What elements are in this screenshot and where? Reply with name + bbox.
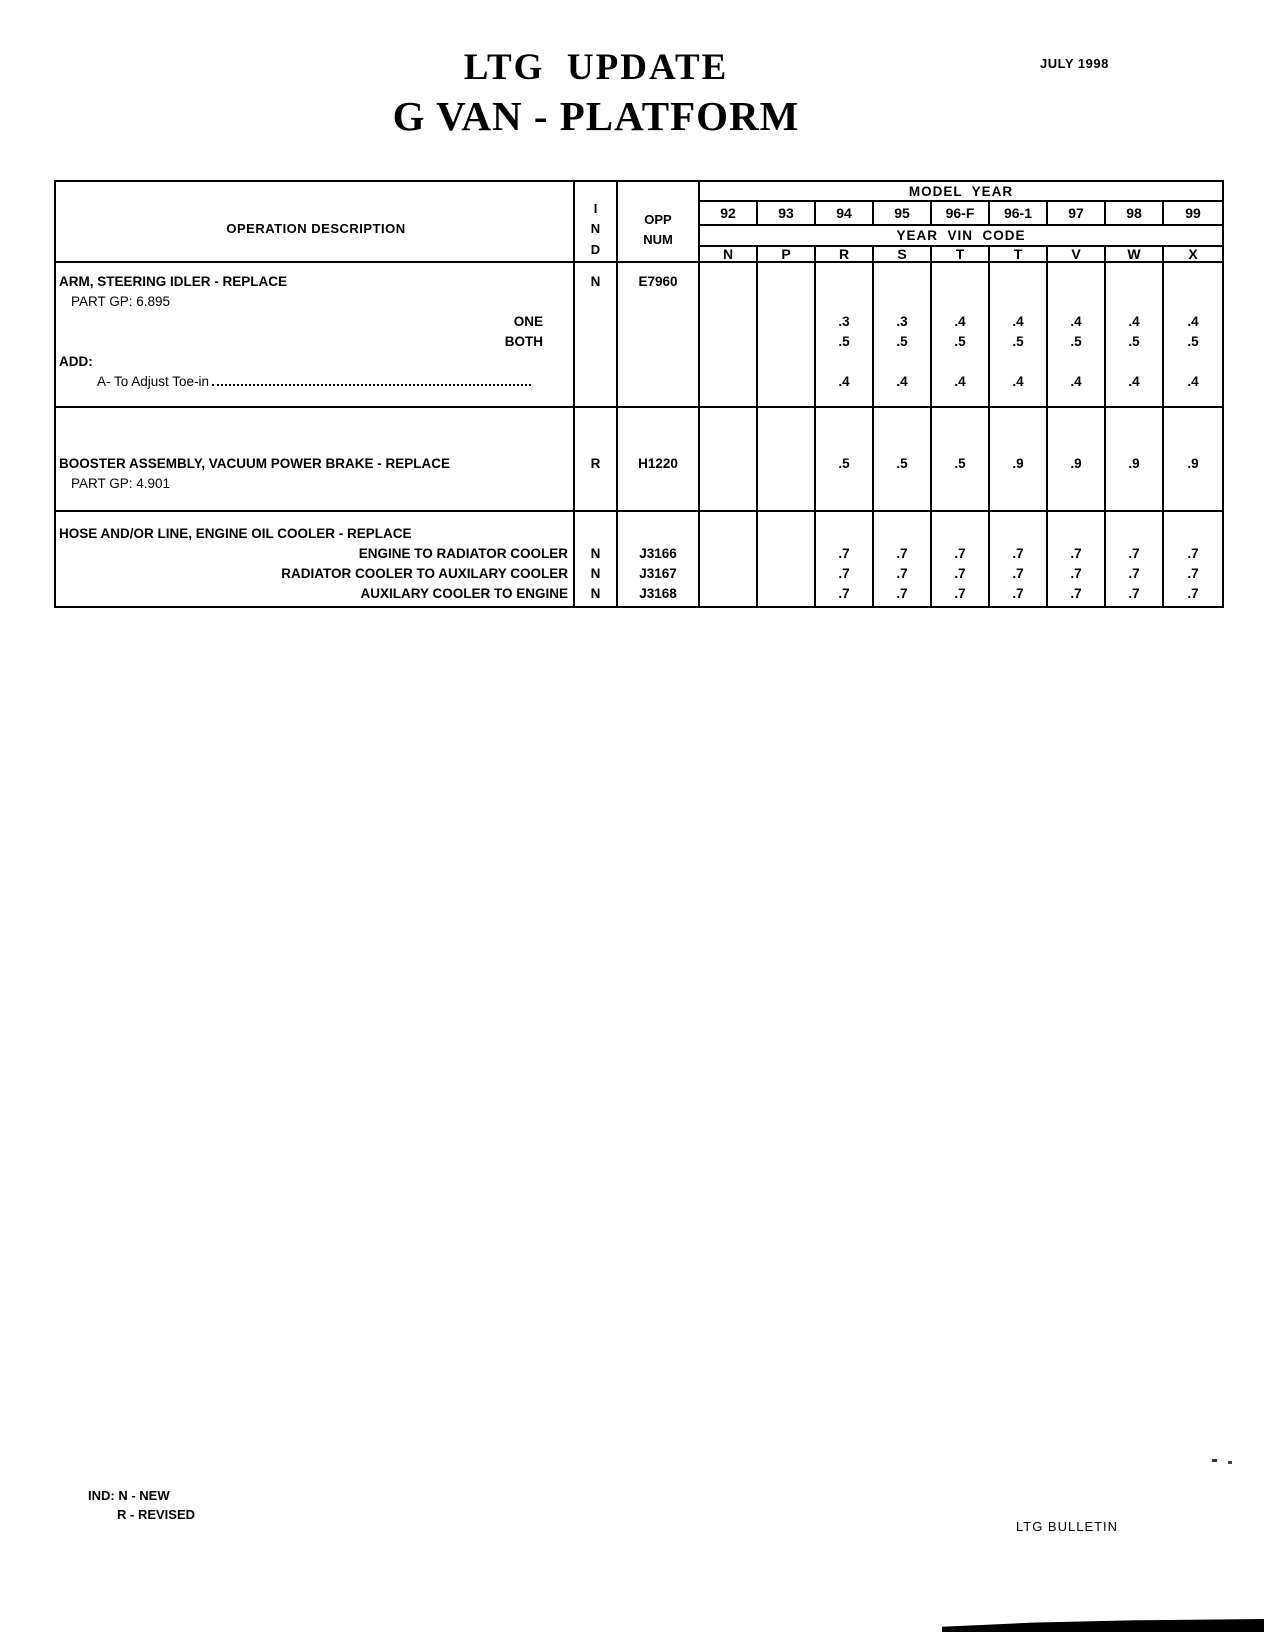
year-value-cell: .7	[1048, 584, 1106, 604]
year-value-cell: .9	[990, 454, 1048, 474]
year-value-cell: .5	[874, 454, 932, 474]
operation-label: A- To Adjust Toe-in	[97, 374, 210, 389]
operation-cell: BOTH	[56, 332, 575, 352]
vin-code-header: T	[932, 247, 990, 262]
spacer-row	[56, 263, 1222, 272]
year-value-cell	[700, 544, 758, 564]
year-header: 95	[874, 202, 932, 224]
ind-header	[575, 182, 618, 261]
year-value-cell: .5	[1187, 334, 1199, 349]
year-value-cell: .4	[1048, 372, 1106, 392]
year-value-cell: .4	[932, 372, 990, 392]
year-value-cell	[758, 544, 816, 564]
opp-num-cell: E7960	[618, 272, 700, 292]
ind-cell: N	[575, 272, 618, 292]
year-value-cell: .4	[990, 372, 1048, 392]
table-row	[56, 332, 1222, 352]
table-row	[56, 564, 1222, 584]
ind-cell: R	[575, 454, 618, 474]
year-value-cell: .7	[874, 564, 932, 584]
opp-num-header	[618, 182, 700, 261]
year-header-row	[700, 202, 1222, 226]
year-value-cell	[758, 584, 816, 604]
ind-legend-line: IND: N - NEW	[88, 1488, 170, 1503]
operation-cell: ARM, STEERING IDLER - REPLACE	[56, 272, 575, 292]
year-value-cell: .5	[932, 454, 990, 474]
ind-cell: N	[575, 544, 618, 564]
table-section-hose-oil-cooler	[56, 512, 1222, 606]
vin-code-header: T	[990, 247, 1048, 262]
table-header	[56, 182, 1222, 263]
year-header: 98	[1106, 202, 1164, 224]
dotted-leader	[212, 372, 531, 386]
vin-code-header: W	[1106, 247, 1164, 262]
year-value-cell	[700, 332, 758, 352]
opp-num-cell: J3167	[618, 564, 700, 584]
year-value-cell	[700, 372, 758, 392]
year-value-cell	[758, 564, 816, 584]
year-header: 99	[1185, 205, 1201, 221]
year-value-cell: .7	[1106, 544, 1164, 564]
ind-header-letter: I	[593, 200, 598, 216]
year-value-cell: .4	[990, 312, 1048, 332]
ind-cell: N	[575, 564, 618, 584]
operation-cell: BOOSTER ASSEMBLY, VACUUM POWER BRAKE - REPLACE	[56, 454, 575, 474]
ind-legend-line: R - REVISED	[117, 1507, 196, 1522]
model-year-header: MODEL YEAR	[700, 182, 1222, 202]
operation-cell: RADIATOR COOLER TO AUXILARY COOLER	[56, 564, 575, 584]
spacer-row	[56, 512, 1222, 524]
year-value-cell: .4	[1106, 312, 1164, 332]
operations-table	[54, 180, 1224, 608]
year-value-cell: .3	[816, 312, 874, 332]
opp-num-cell: J3168	[618, 584, 700, 604]
year-value-cell: .7	[816, 544, 874, 564]
year-value-cell: .5	[1106, 332, 1164, 352]
table-row	[56, 372, 1222, 392]
table-row	[56, 474, 1222, 494]
table-row	[56, 584, 1222, 604]
table-row	[56, 272, 1222, 292]
year-value-cell	[758, 332, 816, 352]
year-value-cell	[700, 564, 758, 584]
year-value-cell: .4	[1048, 312, 1106, 332]
year-value-cell: .4	[1106, 372, 1164, 392]
year-value-cell: .7	[1187, 566, 1199, 581]
year-value-cell: .4	[1187, 374, 1199, 389]
vin-code-header: N	[700, 247, 758, 262]
vin-code-header: P	[758, 247, 816, 262]
vin-code-header: V	[1048, 247, 1106, 262]
table-row	[56, 352, 1222, 372]
bulletin-label: LTG BULLETIN	[1016, 1519, 1119, 1534]
year-value-cell: .7	[990, 564, 1048, 584]
year-value-cell: .5	[816, 454, 874, 474]
year-value-cell	[758, 312, 816, 332]
operation-cell: HOSE AND/OR LINE, ENGINE OIL COOLER - REPLACE	[56, 524, 575, 544]
table-row	[56, 524, 1222, 544]
year-value-cell: .9	[1048, 454, 1106, 474]
year-value-cell: .4	[932, 312, 990, 332]
year-value-cell: .7	[932, 544, 990, 564]
year-header: 96-F	[932, 202, 990, 224]
opp-header-line: OPP	[644, 211, 672, 227]
table-row	[56, 454, 1222, 474]
table-row	[56, 292, 1222, 312]
year-value-cell	[700, 584, 758, 604]
year-value-cell: .7	[1187, 586, 1199, 601]
year-value-cell: .7	[1187, 546, 1199, 561]
vin-code-header: R	[816, 247, 874, 262]
spacer-row	[56, 408, 1222, 454]
year-value-cell: .7	[1048, 544, 1106, 564]
opp-num-cell: H1220	[618, 454, 700, 474]
scan-artifact-bar	[942, 1619, 1264, 1632]
part-group-cell: PART GP: 4.901	[56, 474, 575, 494]
ind-legend	[88, 1486, 195, 1524]
year-value-cell	[700, 312, 758, 332]
operation-description-header: OPERATION DESCRIPTION	[56, 182, 575, 261]
operation-cell: ENGINE TO RADIATOR COOLER	[56, 544, 575, 564]
year-value-cell: .7	[816, 584, 874, 604]
year-value-cell: .4	[816, 372, 874, 392]
spacer-row	[56, 392, 1222, 406]
year-value-cell: .7	[1048, 564, 1106, 584]
ind-cell: N	[575, 584, 618, 604]
table-row	[56, 312, 1222, 332]
year-value-cell	[758, 372, 816, 392]
year-value-cell: .7	[874, 584, 932, 604]
title-block	[0, 46, 1192, 140]
year-value-cell: .3	[874, 312, 932, 332]
part-group-cell: PART GP: 6.895	[56, 292, 575, 312]
spacer-row	[56, 494, 1222, 510]
year-value-cell: .7	[816, 564, 874, 584]
year-header: 97	[1048, 202, 1106, 224]
year-value-cell: .9	[1106, 454, 1164, 474]
year-header: 92	[700, 202, 758, 224]
page-subtitle: G VAN - PLATFORM	[392, 93, 800, 139]
scan-speckle	[1228, 1461, 1232, 1464]
scan-speckle	[1212, 1459, 1217, 1462]
operation-cell: AUXILARY COOLER TO ENGINE	[56, 584, 575, 604]
operation-cell: ONE	[56, 312, 575, 332]
year-value-cell: .7	[990, 544, 1048, 564]
year-value-cell: .4	[1187, 314, 1199, 329]
spacer-row	[56, 604, 1222, 606]
year-value-cell: .7	[874, 544, 932, 564]
year-value-cell: .4	[874, 372, 932, 392]
year-value-cell	[758, 454, 816, 474]
vin-code-header: S	[874, 247, 932, 262]
model-year-header-block	[700, 182, 1222, 261]
date-label: JULY 1998	[1040, 56, 1109, 71]
vin-code-header: X	[1188, 246, 1198, 262]
ind-header-letter: D	[590, 241, 601, 257]
year-value-cell: .7	[932, 584, 990, 604]
operation-cell: ADD:	[56, 352, 575, 372]
year-header: 96-1	[990, 202, 1048, 224]
year-value-cell: .7	[1106, 564, 1164, 584]
page-title: LTG UPDATE	[463, 47, 729, 88]
year-value-cell: .7	[1106, 584, 1164, 604]
year-value-cell: .5	[816, 332, 874, 352]
year-value-cell: .7	[990, 584, 1048, 604]
opp-header-line: NUM	[643, 231, 673, 247]
vin-code-row	[700, 247, 1222, 262]
year-value-cell: .5	[1048, 332, 1106, 352]
table-section-booster-assembly	[56, 408, 1222, 512]
operation-cell	[56, 372, 575, 392]
year-value-cell: .5	[874, 332, 932, 352]
year-value-cell: .9	[1187, 456, 1199, 471]
ind-header-letter: N	[590, 221, 601, 236]
year-header: 94	[816, 202, 874, 224]
year-value-cell: .5	[932, 332, 990, 352]
year-value-cell: .7	[932, 564, 990, 584]
table-section-arm-steering-idler	[56, 263, 1222, 408]
year-header: 93	[758, 202, 816, 224]
table-row	[56, 544, 1222, 564]
vin-code-label: YEAR VIN CODE	[700, 226, 1222, 247]
opp-num-cell: J3166	[618, 544, 700, 564]
year-value-cell: .5	[990, 332, 1048, 352]
year-value-cell	[700, 454, 758, 474]
